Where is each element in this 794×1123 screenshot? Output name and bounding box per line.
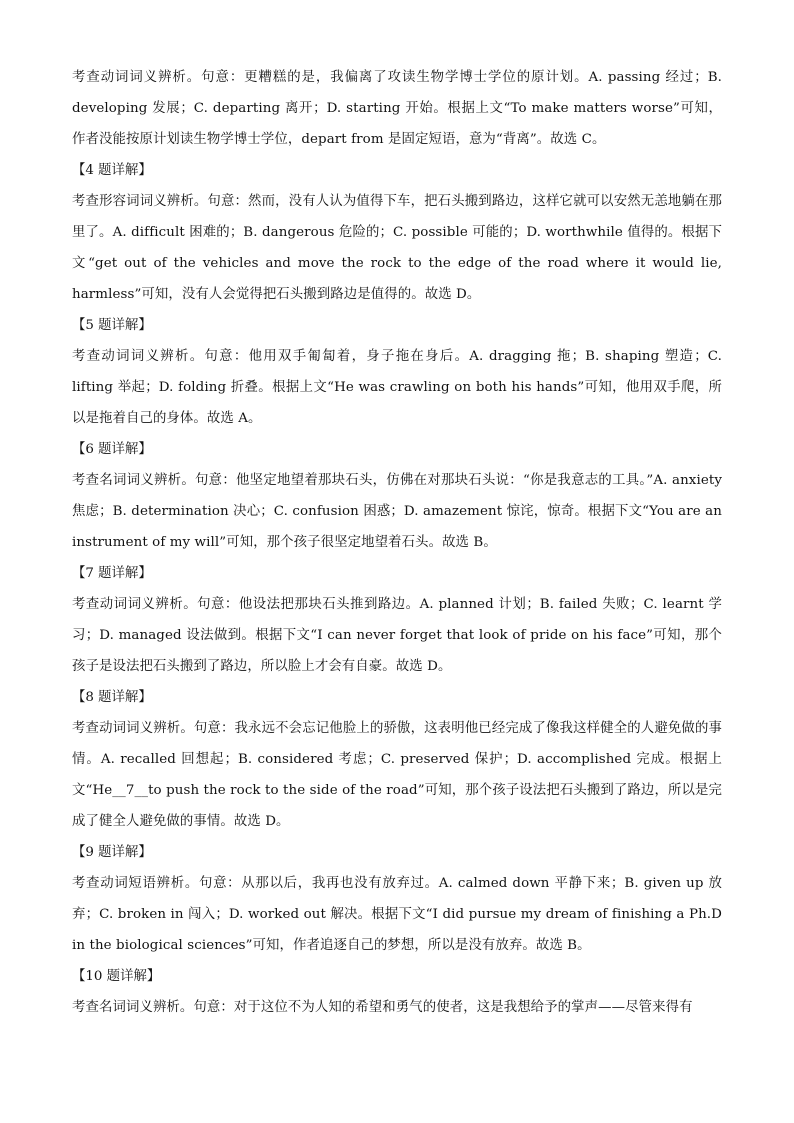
question-8-heading: 【8 题详解】 [72,690,152,705]
answer-explanation-5: 考查动词词义辨析。句意：他用双手匍匐着，身子拖在身后。A. dragging 拖；B. shaping 塑造；C. lifting 举起；D. folding 折叠。根据上文“He was crawling on both his hands”可知，他用双手爬，所以是拖着自己的身体。故选 A。 [72,349,722,426]
answer-explanation-6: 考查名词词义辨析。句意：他坚定地望着那块石头，仿佛在对那块石头说：“你是我意志的工具。”A. anxiety 焦虑；B. determination 决心；C. confusion 困惑；D. amazement 惊诧，惊奇。根据下文“You are an instrument of my will”可知，那个孩子很坚定地望着石头。故选 B。 [72,473,722,550]
document-page [72,62,722,1023]
answer-explanation-3: 考查动词词义辨析。句意：更糟糕的是，我偏离了攻读生物学博士学位的原计划。A. passing 经过；B. developing 发展；C. departing 离开；D. starting 开始。根据上文“To make matters worse”可知，作者没能按原计划读生物学博士学位，depart from 是固定短语，意为“背离”。故选 C。 [72,70,722,147]
question-4-heading: 【4 题详解】 [72,163,152,178]
question-7-heading: 【7 题详解】 [72,566,152,581]
answer-explanation-8: 考查动词词义辨析。句意：我永远不会忘记他脸上的骄傲，这表明他已经完成了像我这样健全的人避免做的事情。A. recalled 回想起；B. considered 考虑；C. preserved 保护；D. accomplished 完成。根据上文“He__7__to push the rock to the side of the road”可知，那个孩子设法把石头搬到了路边，所以是完成了健全人避免做的事情。故选 D。 [72,721,722,829]
answer-explanation-7: 考查动词词义辨析。句意：他设法把那块石头推到路边。A. planned 计划；B. failed 失败；C. learnt 学习；D. managed 设法做到。根据下文“I can never forget that look of pride on his face”可知，那个孩子是设法把石头搬到了路边，所以脸上才会有自豪。故选 D。 [72,597,722,674]
question-9-heading: 【9 题详解】 [72,845,152,860]
answer-explanation-10: 考查名词词义辨析。句意：对于这位不为人知的希望和勇气的使者，这是我想给予的掌声——尽管来得有 [72,1000,693,1015]
answer-explanation-4: 考查形容词词义辨析。句意：然而，没有人认为值得下车，把石头搬到路边，这样它就可以安然无恙地躺在那里了。A. difficult 困难的；B. dangerous 危险的；C. possible 可能的；D. worthwhile 值得的。根据下文“get out of the vehicles and move the rock to the edge of the road where it would lie, harmless”可知，没有人会觉得把石头搬到路边是值得的。故选 D。 [72,194,722,302]
answer-explanation-9: 考查动词短语辨析。句意：从那以后，我再也没有放弃过。A. calmed down 平静下来；B. given up 放弃；C. broken in 闯入；D. worked out 解决。根据下文“I did pursue my dream of finishing a Ph.D in the biological sciences”可知，作者追逐自己的梦想，所以是没有放弃。故选 B。 [72,876,722,953]
question-6-heading: 【6 题详解】 [72,442,152,457]
question-10-heading: 【10 题详解】 [72,969,161,984]
question-5-heading: 【5 题详解】 [72,318,152,333]
